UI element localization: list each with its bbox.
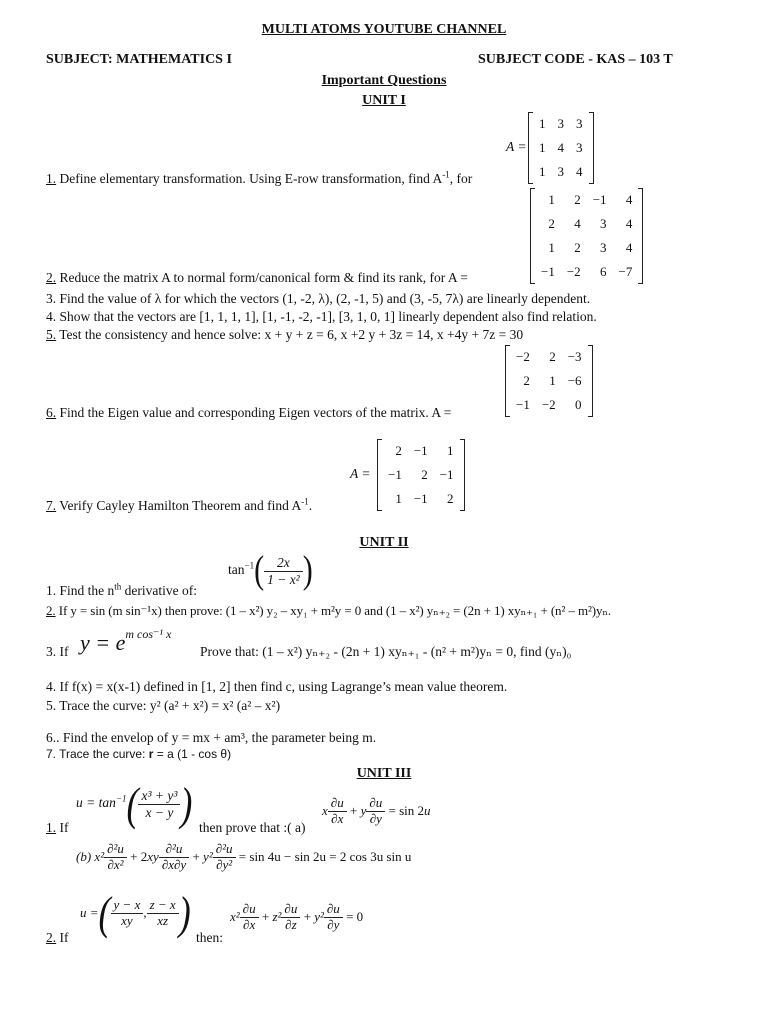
matrix-row (533, 160, 589, 184)
matrix-cell: −1 (439, 467, 454, 482)
u3q2-text: If (56, 930, 69, 945)
unit-3-title: UNIT III (356, 766, 412, 781)
unit2-question-7 (46, 748, 231, 762)
matrix-cell: 3 (557, 116, 564, 131)
matrix-cell: 1 (548, 240, 555, 255)
u2q1-numerator: 2x (264, 555, 303, 572)
q1-text: Define elementary transformation. Using E-row transformation, find A (59, 171, 443, 186)
q7-number: 7. (46, 498, 57, 513)
matrix-cell: 2 (523, 373, 530, 388)
u3q1-u-def: $u = \tan^{-1}$( $\frac{\text{x³ + y³}}{x - y}$ ) (76, 778, 193, 831)
matrix-cell: −2 (541, 397, 556, 412)
unit1-question-4: 4. Show that the vectors are [1, 1, 1, 1], [1, -1, -2, -1], [3, 1, 0, 1] linearly dependent also find relation. (46, 309, 597, 324)
u2q1-func: tan (228, 562, 245, 578)
q1-matrix-label: A = (506, 139, 527, 154)
u2q7-text: 7. Trace the curve: (46, 747, 149, 761)
u2q3-formula-base: y = e (80, 630, 126, 655)
matrix-row (510, 393, 588, 417)
subject-label: SUBJECT: MATHEMATICS I (46, 52, 232, 67)
matrix-cell: −3 (567, 349, 582, 364)
matrix-cell: 3 (576, 140, 583, 155)
u3q1-eq-b-rhs: = sin 4u − sin 2u = 2 cos 3u sin u (238, 848, 412, 864)
matrix-cell: 3 (600, 240, 607, 255)
matrix-cell: 1 (539, 116, 546, 131)
matrix-row (382, 439, 460, 463)
u2q1-text: 1. Find the n (46, 583, 115, 598)
u3q2-u-label: u = (80, 904, 99, 920)
matrix-cell: 3 (600, 216, 607, 231)
matrix-cell: 1 (539, 140, 546, 155)
matrix-cell: 2 (574, 192, 581, 207)
q6-matrix (505, 345, 593, 417)
matrix-row (533, 136, 589, 160)
u3q1-number: 1. (46, 820, 57, 835)
u3q1-prove: then prove that :( a) (199, 820, 306, 835)
q5-text: Test the consistency and hence solve: x + y + z = 6, x +2 y + 3z = 14, x +4y + 7z = 30 (56, 327, 524, 342)
matrix-row (535, 188, 638, 212)
u2q3-formula-sup: m cos⁻¹ x (125, 626, 172, 641)
u3q1-eq-a: x $\frac{\partial u}{\partial x}$ + y $\frac{\partial u}{\partial y}$ = sin 2u (322, 795, 431, 826)
u3q2-eq-rhs: = 0 (346, 908, 364, 924)
important-questions-heading: Important Questions (321, 73, 447, 88)
unit1-question-6 (46, 405, 451, 421)
q2-number: 2. (46, 270, 57, 285)
u3q2-u-def: u =( $\frac{y - x}{xy}$ , $\frac{z - x}{xz}$ ) (80, 887, 191, 940)
unit2-question-2 (46, 604, 611, 619)
u3q1-text: If (56, 820, 69, 835)
matrix-cell: 1 (549, 373, 556, 388)
q2-matrix (530, 188, 643, 284)
u3q1-u-denominator: x − y (145, 804, 174, 820)
u3q1-u-numerator: x³ + y³ (138, 788, 180, 805)
u2q1-formula: $\tan^{-1}$( $\frac{2x}{\text{1 − x²}}$ ) (228, 548, 313, 592)
unit2-question-5: 5. Trace the curve: y² (a² + x²) = x² (a² – x²) (46, 698, 281, 713)
unit-1-title: UNIT I (362, 93, 406, 108)
matrix-cell: −1 (592, 192, 607, 207)
u3q1-eq-b: (b) x² $\frac{\text{∂²u}}{\text{∂x²}}$ + 2xy $\frac{\text{∂²u}}{\partial x\partial y}$ + y² $\frac{\text{∂²u}}{\text{∂y²}}$ = sin 4u − sin 2u = 2 cos 3u sin u (76, 841, 412, 872)
u3q2-then: then: (196, 930, 223, 945)
matrix-cell: 2 (574, 240, 581, 255)
u3q1-u-sup: −1 (115, 793, 127, 804)
q6-text: Find the Eigen value and corresponding Eigen vectors of the matrix. A = (56, 405, 452, 420)
u2q1-fsup: −1 (244, 560, 255, 571)
unit-2-title: UNIT II (359, 535, 409, 550)
matrix-cell: −1 (516, 397, 530, 412)
matrix-cell: −2 (516, 349, 530, 364)
u2q2-number: 2. (46, 603, 56, 618)
u2q1-tail: derivative of: (121, 583, 198, 598)
subject-code: SUBJECT CODE - KAS – 103 T (478, 52, 673, 67)
q2-text: Reduce the matrix A to normal form/canonical form & find its rank, for A = (56, 270, 468, 285)
matrix-cell: 4 (557, 140, 564, 155)
u3q1-eq-b-label: (b) (76, 848, 92, 864)
q1-tail: , for (449, 171, 473, 186)
matrix-cell: 4 (625, 240, 633, 255)
u2q3-prove: Prove that: (1 – x²) yₙ₊₂ - (2n + 1) xyₙ₊₁ - (n² + m²)yₙ = 0, find (yₙ)₀ (200, 644, 572, 659)
unit1-question-1 (46, 171, 472, 187)
matrix-cell: −1 (388, 467, 402, 482)
matrix-cell: 1 (548, 192, 555, 207)
matrix-row (510, 369, 588, 393)
matrix-cell: 2 (549, 349, 556, 364)
unit3-question-1 (46, 820, 69, 836)
u2q7-bold: r (148, 747, 154, 761)
unit2-question-4: 4. If f(x) = x(x-1) defined in [1, 2] then find c, using Lagrange’s mean value theorem. (46, 679, 508, 694)
unit2-question-1 (46, 583, 197, 599)
matrix-cell: 4 (574, 216, 581, 231)
u3q2-eq: x² $\frac{\partial u}{\partial x}$ + z² $\frac{\partial u}{\partial z}$ + y² $\frac{\partial u}{\partial y}$ = 0 (230, 901, 364, 932)
q7-text: Verify Cayley Hamilton Theorem and find A (56, 498, 302, 513)
q1-number: 1. (46, 171, 57, 186)
matrix-cell: −1 (541, 264, 555, 279)
matrix-cell: −1 (413, 443, 428, 458)
q1-sup: -1 (442, 169, 450, 180)
q7-matrix (377, 439, 465, 511)
matrix-cell: −2 (566, 264, 581, 279)
matrix-cell: 2 (548, 216, 555, 231)
unit1-question-2 (46, 270, 468, 286)
matrix-cell: 0 (575, 397, 582, 412)
matrix-row (533, 112, 589, 136)
unit2-question-6: 6.. Find the envelop of y = mx + am³, the parameter being m. (46, 730, 377, 745)
q1-matrix (528, 112, 594, 184)
q7-matrix-label: A = (350, 466, 371, 481)
q7-tail: . (308, 498, 313, 513)
matrix-cell: 2 (447, 491, 454, 506)
matrix-cell: 3 (557, 164, 564, 179)
matrix-cell: 4 (625, 192, 633, 207)
matrix-cell: 6 (600, 264, 607, 279)
u2q2-text: If y = sin (m sin⁻¹x) then prove: (1 – x²) y₂ – xy₁ + m²y = 0 and (1 – x²) yₙ₊₂ = (2n + 1) xyₙ₊₁ + (n² – m²)yₙ. (55, 603, 612, 618)
u2q1-sup: th (114, 581, 122, 592)
matrix-cell: 4 (625, 216, 633, 231)
matrix-cell: −1 (413, 491, 428, 506)
matrix-cell: 2 (421, 467, 428, 482)
matrix-cell: −7 (618, 264, 633, 279)
matrix-row (382, 487, 460, 511)
channel-title: MULTI ATOMS YOUTUBE CHANNEL (261, 22, 507, 37)
unit1-question-3: 3. Find the value of λ for which the vectors (1, -2, λ), (2, -1, 5) and (3, -5, 7λ) are linearly dependent. (46, 291, 591, 306)
matrix-cell: 3 (576, 116, 583, 131)
matrix-row (510, 345, 588, 369)
u2q7-tail: = a (1 - cos θ) (153, 747, 232, 761)
matrix-row (535, 236, 638, 260)
q7-sup: -1 (301, 496, 309, 507)
u3q2-number: 2. (46, 930, 57, 945)
unit1-question-5 (46, 327, 523, 343)
matrix-cell: 1 (447, 443, 454, 458)
matrix-row (535, 212, 638, 236)
q6-number: 6. (46, 405, 57, 420)
matrix-cell: −6 (567, 373, 582, 388)
matrix-cell: 1 (395, 491, 402, 506)
u2q3-if: 3. If (46, 644, 69, 659)
unit1-question-7 (46, 498, 312, 514)
q5-number: 5. (46, 327, 57, 342)
u2q1-denominator: 1 − x² (267, 571, 300, 587)
matrix-cell: 1 (539, 164, 546, 179)
matrix-cell: 2 (395, 443, 402, 458)
u3q1-u-label: u = tan (76, 795, 116, 811)
matrix-row (535, 260, 638, 284)
matrix-cell: 4 (576, 164, 583, 179)
matrix-row (382, 463, 460, 487)
unit3-question-2 (46, 930, 69, 946)
u2q3-formula (80, 626, 172, 655)
